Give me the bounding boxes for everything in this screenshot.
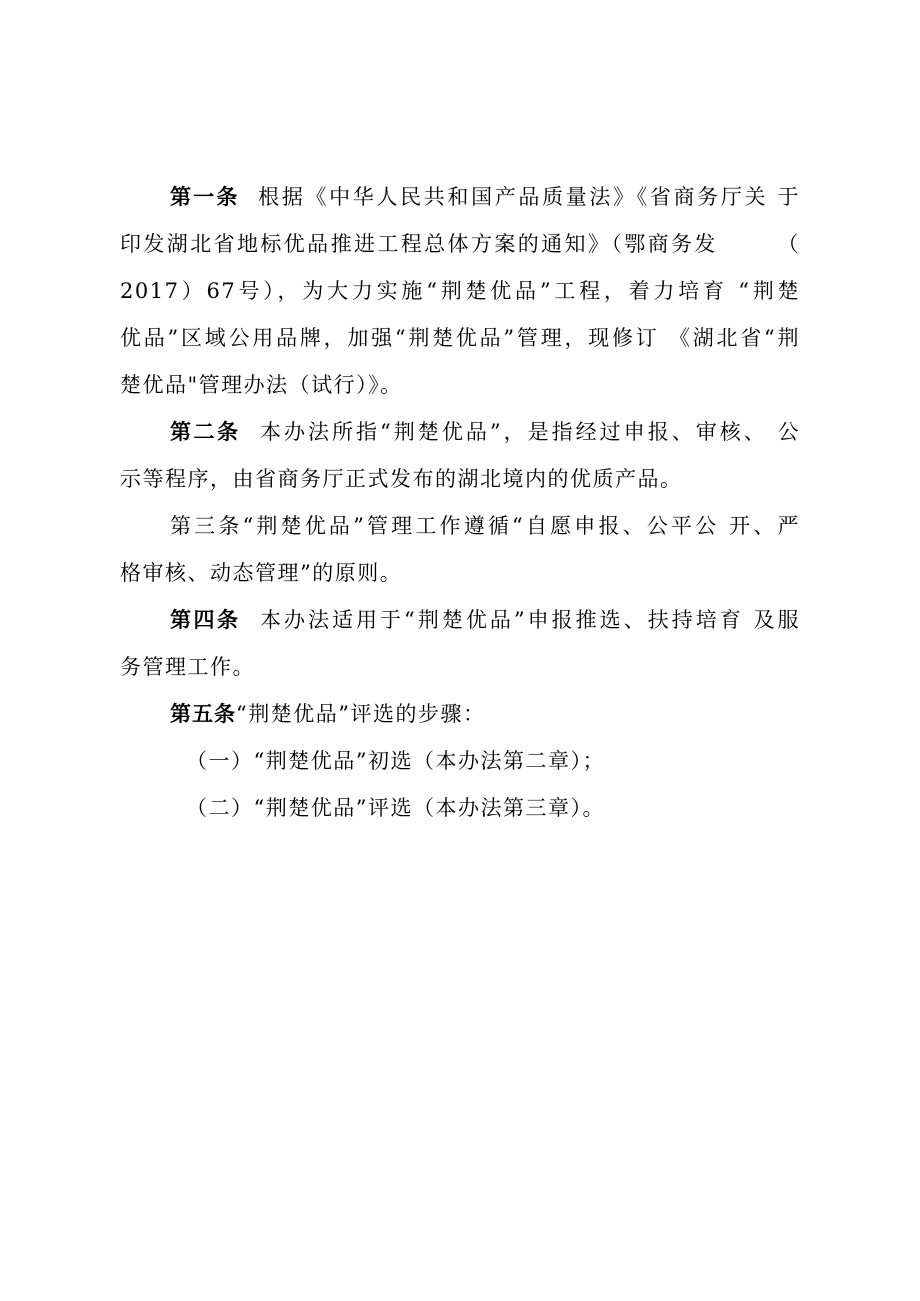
article-1-line-5: 楚优品"管理办法（试行）》。 (120, 373, 403, 397)
article-2-heading: 第二条 (170, 419, 241, 444)
article-2-line-1 (170, 417, 800, 447)
article-4-heading: 第四条 (170, 607, 241, 632)
article-4-line-1 (170, 605, 800, 635)
article-5-heading: 第五条 (170, 701, 236, 726)
article-2-text-1: 本办法所指“荆楚优品”，是指经过申报、审核、 公 (259, 420, 800, 444)
article-2-line-2: 示等程序，由省商务厅正式发布的湖北境内的优质产品。 (120, 467, 683, 491)
article-1-line-4: 优品”区域公用品牌，加强“荆楚优品”管理，现修订 《湖北省“荆 (120, 326, 800, 350)
step-1: （一）“荆楚优品”初选（本办法第二章）； (186, 749, 605, 773)
article-4-text-1: 本办法适用于“荆楚优品”申报推选、扶持培育 及服 (259, 608, 800, 632)
article-1-heading: 第一条 (170, 184, 240, 209)
article-3-line-1: 第三条“荆楚优品”管理工作遵循“自愿申报、公平公 开、严 (170, 514, 800, 538)
article-1-line-2: 印发湖北省地标优品推进工程总体方案的通知》（鄂商务发 （ (120, 232, 800, 256)
article-4-line-2: 务管理工作。 (120, 655, 255, 679)
article-5-line-1 (170, 699, 800, 729)
article-1-line-3: 2017）67号），为大力实施“荆楚优品”工程，着力培育 “荆楚 (120, 279, 800, 303)
article-5-text-1: “荆楚优品”评选的步骤： (236, 702, 486, 726)
article-1-line-1 (170, 182, 800, 212)
article-3-line-2: 格审核、动态管理”的原则。 (120, 561, 403, 585)
step-2: （二）“荆楚优品”评选（本办法第三章）。 (186, 796, 605, 820)
article-1-text-1: 根据《中华人民共和国产品质量法》《省商务厅关 于 (258, 185, 800, 209)
